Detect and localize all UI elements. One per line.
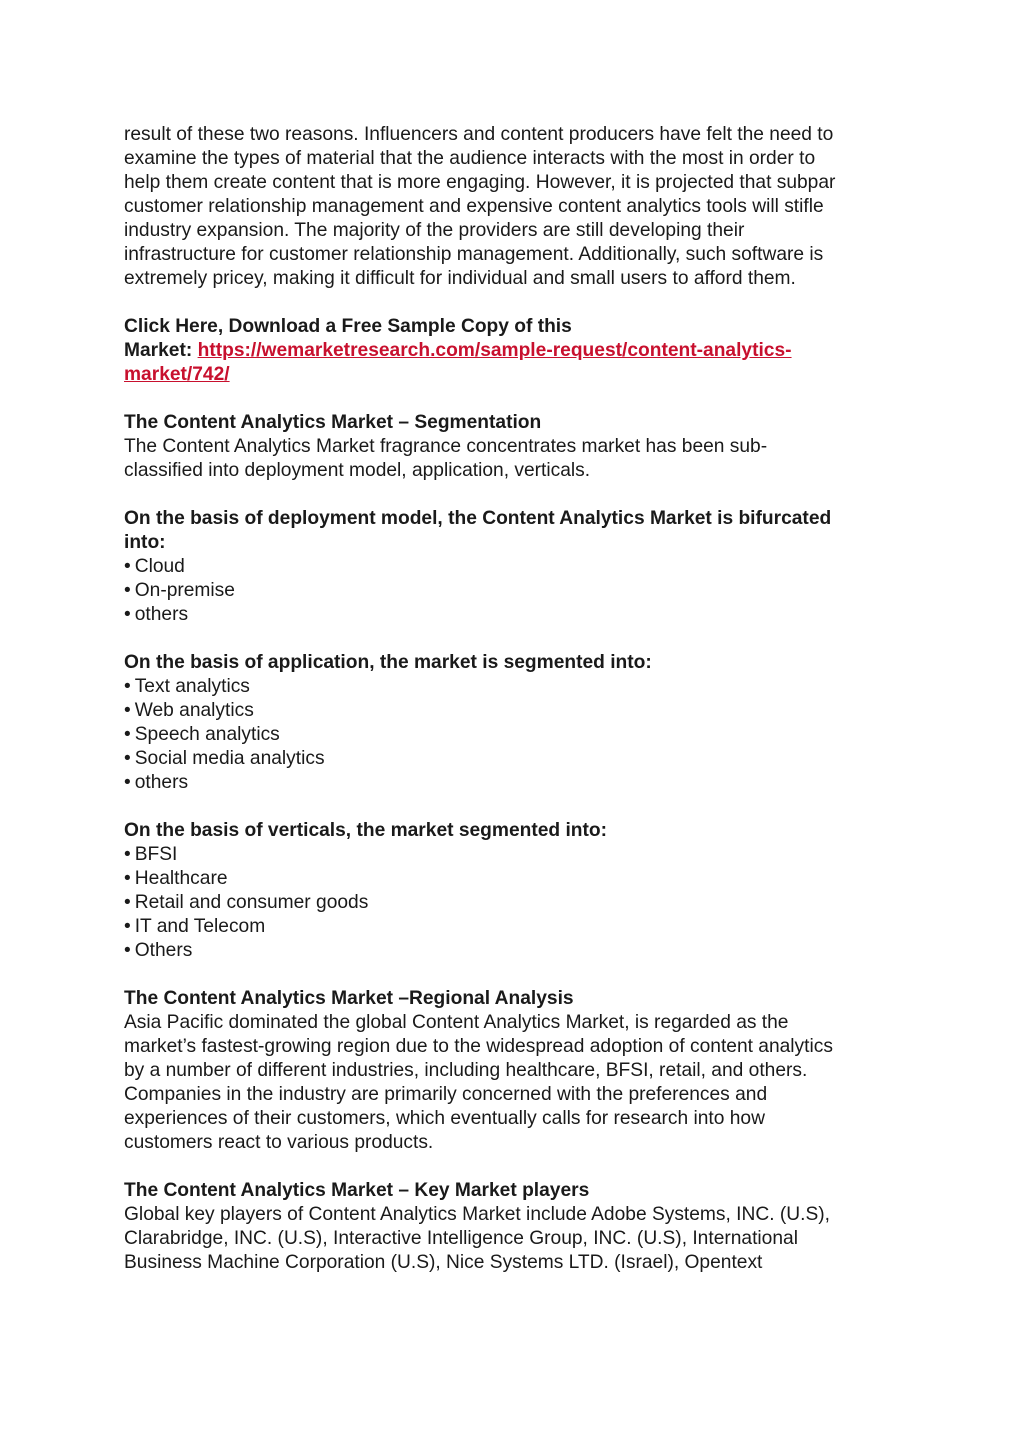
verticals-list [124,843,899,963]
intro-line: infrastructure for customer relationship management. Additionally, such software is [124,244,824,265]
list-item [124,915,899,939]
sample-request-paragraph [124,315,899,387]
players-text: Clarabridge, INC. (U.S), Interactive Intelligence Group, INC. (U.S), International [124,1228,798,1249]
list-item-label: Retail and consumer goods [134,892,369,913]
list-item-label: Social media analytics [134,748,325,769]
list-item-label: others [134,604,189,625]
bullet-icon: • [124,676,131,697]
regional-text: Asia Pacific dominated the global Content Analytics Market, is regarded as the [124,1012,789,1033]
list-item [124,843,899,867]
document-page [124,123,899,1299]
intro-line: help them create content that is more engaging. However, it is projected that subpar [124,172,836,193]
deployment-heading: On the basis of deployment model, the Content Analytics Market is bifurcated [124,508,832,529]
sample-market-label: Market: [124,340,193,361]
list-item-label: On-premise [134,580,235,601]
verticals-section [124,819,899,963]
list-item [124,747,899,771]
regional-text: by a number of different industries, including healthcare, BFSI, retail, and others. [124,1060,808,1081]
intro-paragraph [124,123,899,291]
intro-line: customer relationship management and expensive content analytics tools will stifle [124,196,824,217]
segmentation-text: classified into deployment model, application, verticals. [124,460,591,481]
intro-line: extremely pricey, making it difficult for individual and small users to afford them. [124,268,796,289]
sample-request-link[interactable]: https://wemarketresearch.com/sample-request/content-analytics- [197,340,792,361]
players-heading: The Content Analytics Market – Key Market players [124,1180,590,1201]
sample-request-link-continued[interactable]: market/742/ [124,364,230,385]
list-item-label: Cloud [134,556,185,577]
list-item-label: Text analytics [134,676,250,697]
list-item [124,579,899,603]
list-item-label: Web analytics [134,700,254,721]
list-item [124,555,899,579]
list-item [124,891,899,915]
bullet-icon: • [124,868,131,889]
bullet-icon: • [124,724,131,745]
bullet-icon: • [124,772,131,793]
regional-text: customers react to various products. [124,1132,434,1153]
deployment-section [124,507,899,627]
list-item [124,699,899,723]
list-item [124,603,899,627]
application-section [124,651,899,795]
bullet-icon: • [124,916,131,937]
list-item-label: IT and Telecom [134,916,266,937]
application-heading: On the basis of application, the market is segmented into: [124,652,652,673]
bullet-icon: • [124,844,131,865]
list-item [124,675,899,699]
sample-request-text: Click Here, Download a Free Sample Copy of this [124,316,572,337]
bullet-icon: • [124,700,131,721]
verticals-heading: On the basis of verticals, the market segmented into: [124,820,608,841]
regional-text: Companies in the industry are primarily concerned with the preferences and [124,1084,768,1105]
segmentation-section [124,411,899,483]
segmentation-heading: The Content Analytics Market – Segmentation [124,412,542,433]
bullet-icon: • [124,748,131,769]
players-text: Global key players of Content Analytics Market include Adobe Systems, INC. (U.S), [124,1204,830,1225]
intro-line: examine the types of material that the audience interacts with the most in order to [124,148,816,169]
list-item-label: Healthcare [134,868,228,889]
regional-text: experiences of their customers, which eventually calls for research into how [124,1108,765,1129]
bullet-icon: • [124,556,131,577]
list-item [124,723,899,747]
intro-line: result of these two reasons. Influencers and content producers have felt the need to [124,124,834,145]
intro-line: industry expansion. The majority of the providers are still developing their [124,220,745,241]
application-list [124,675,899,795]
bullet-icon: • [124,604,131,625]
deployment-list [124,555,899,627]
players-section [124,1179,899,1275]
list-item-label: others [134,772,189,793]
segmentation-text: The Content Analytics Market fragrance concentrates market has been sub- [124,436,768,457]
list-item [124,771,899,795]
list-item [124,939,899,963]
players-text: Business Machine Corporation (U.S), Nice Systems LTD. (Israel), Opentext [124,1252,763,1273]
regional-section [124,987,899,1155]
bullet-icon: • [124,940,131,961]
deployment-heading: into: [124,532,166,553]
bullet-icon: • [124,892,131,913]
list-item [124,867,899,891]
bullet-icon: • [124,580,131,601]
regional-heading: The Content Analytics Market –Regional Analysis [124,988,574,1009]
list-item-label: BFSI [134,844,178,865]
list-item-label: Speech analytics [134,724,280,745]
list-item-label: Others [134,940,193,961]
regional-text: market’s fastest-growing region due to the widespread adoption of content analytics [124,1036,833,1057]
